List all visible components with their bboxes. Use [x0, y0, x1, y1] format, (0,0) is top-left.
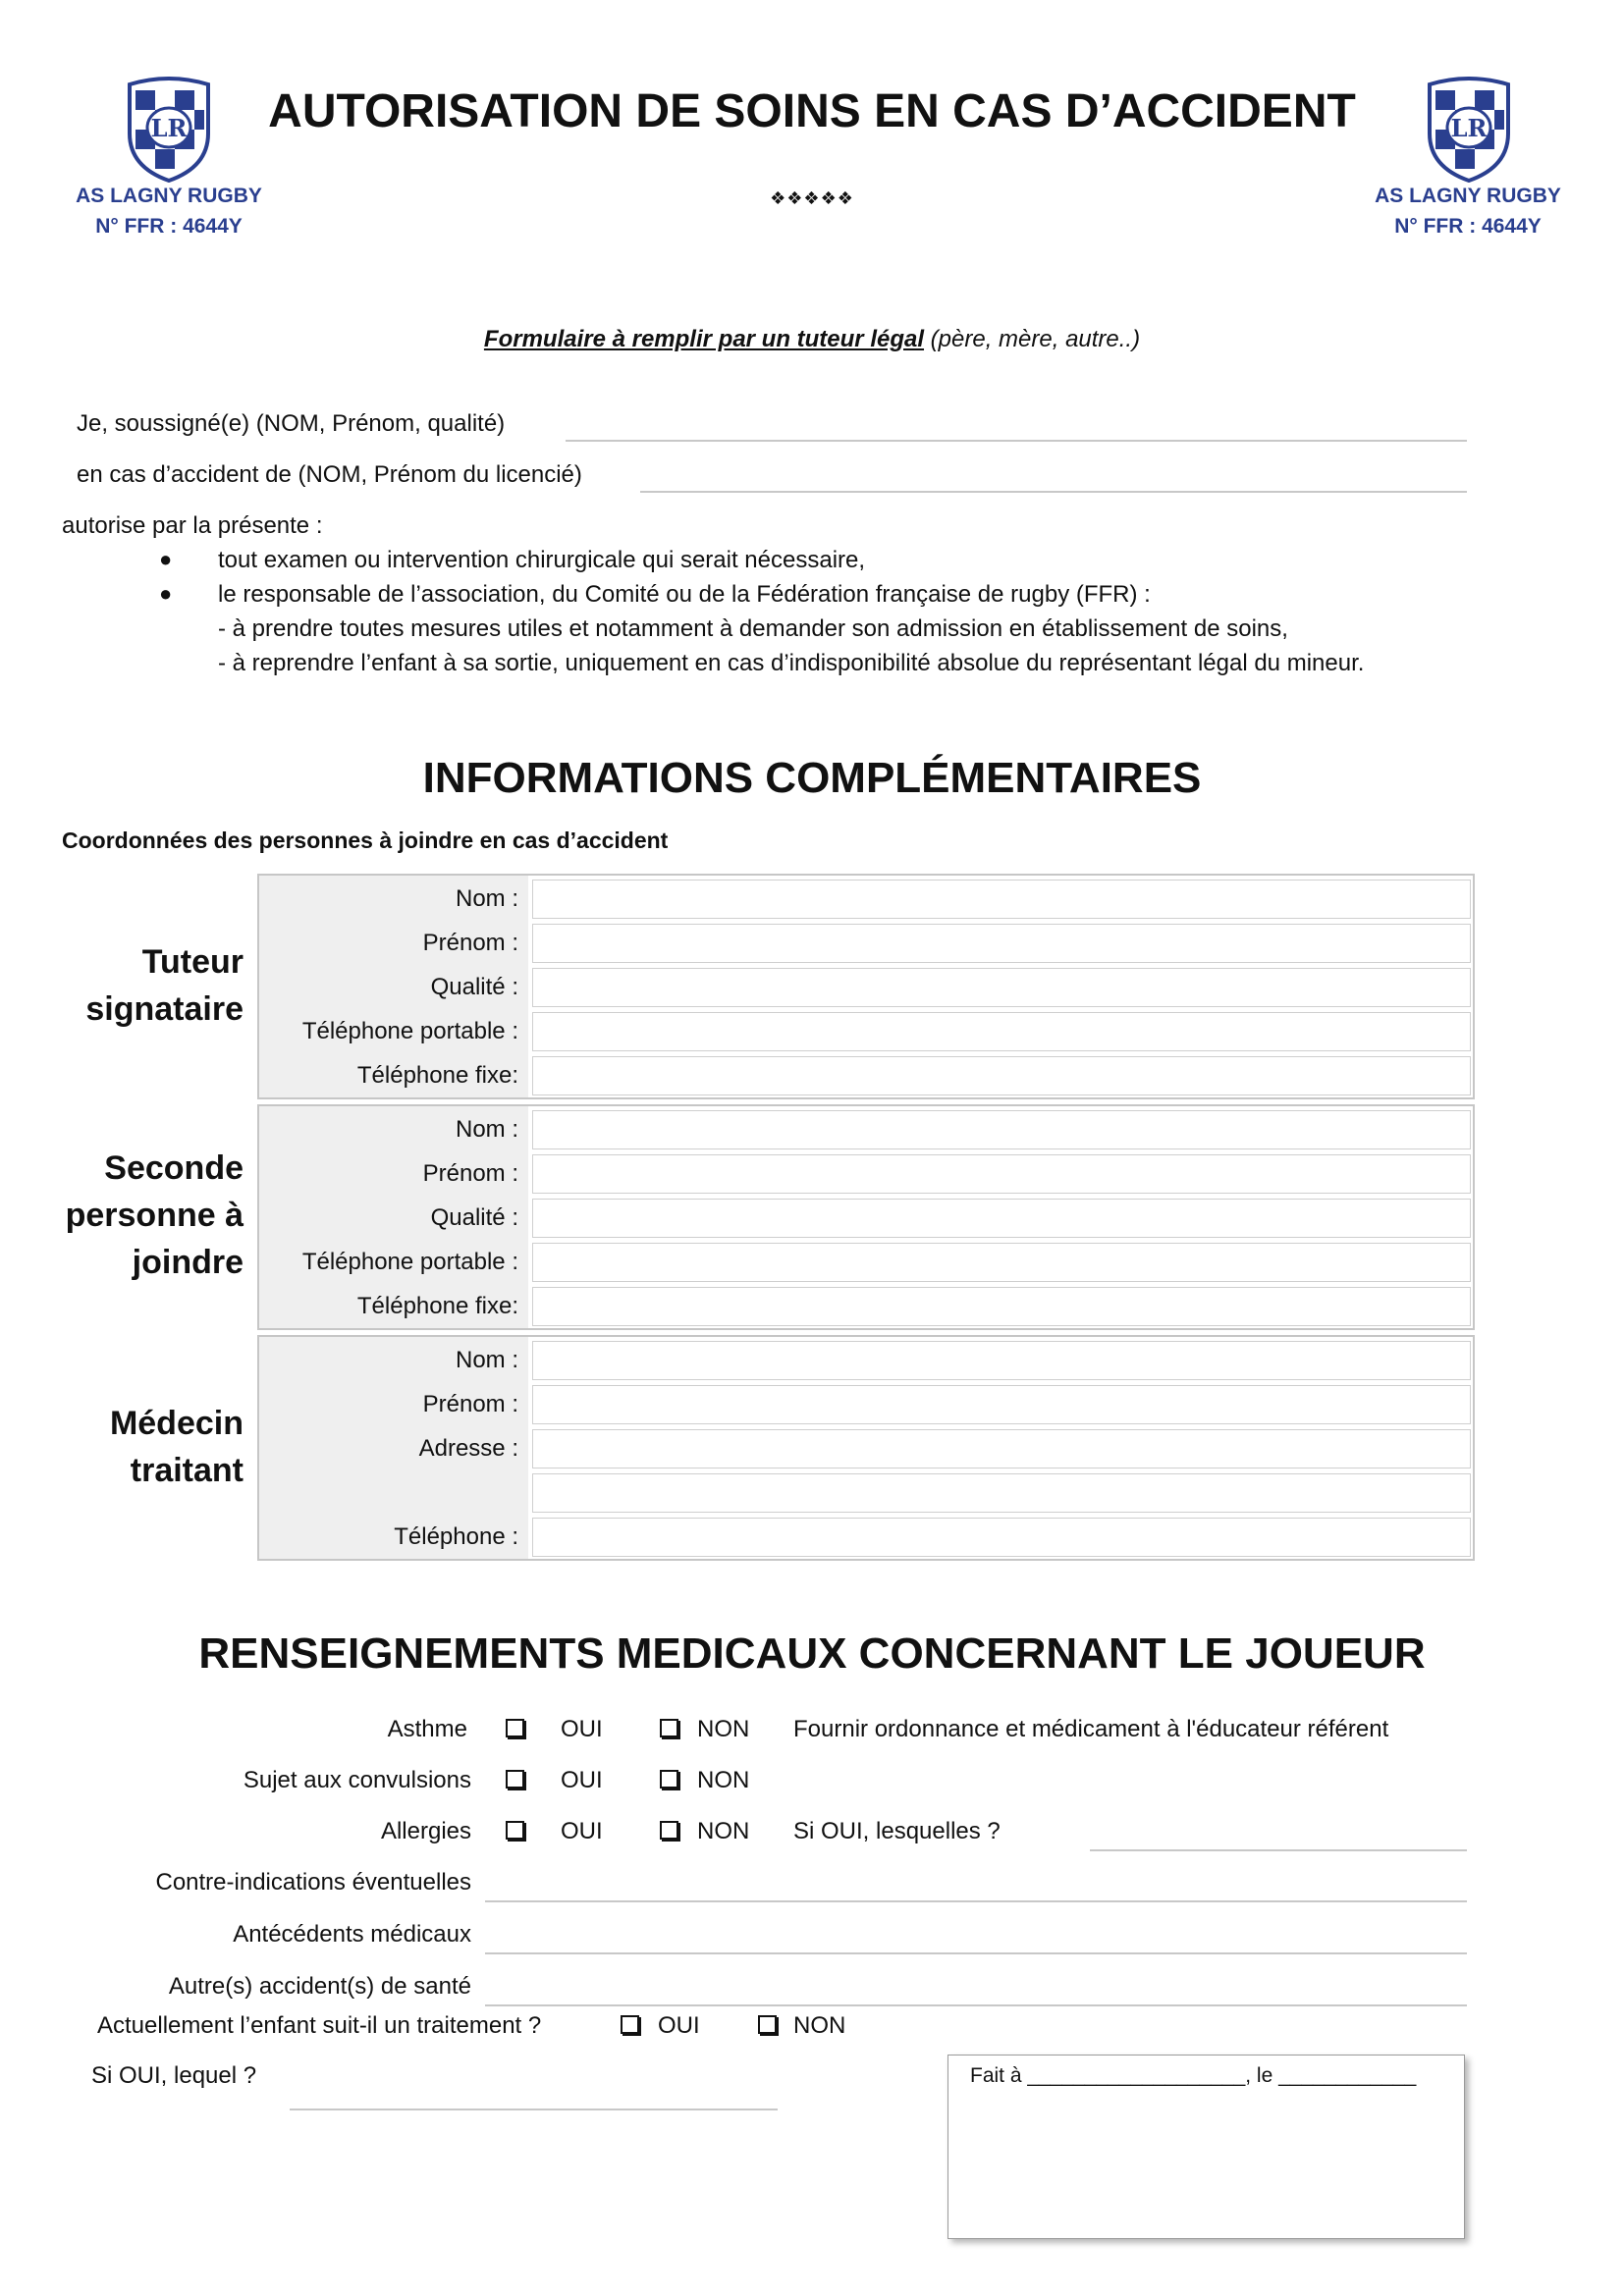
bullet-item: le responsable de l’association, du Comité ou de la Fédération française de rugby (FFR) :	[218, 581, 1151, 608]
allergies-label: Allergies	[380, 1818, 471, 1844]
medical-history-label: Antécédents médicaux	[233, 1921, 471, 1948]
doctor-nom-field[interactable]	[532, 1341, 1471, 1380]
yes-label: OUI	[658, 2012, 700, 2039]
doctor-phone-field[interactable]	[532, 1518, 1471, 1557]
field-label	[259, 1470, 518, 1515]
asthma-label: Asthme	[387, 1716, 467, 1742]
allergies-no-checkbox[interactable]	[660, 1821, 678, 1840]
allergies-yes-checkbox[interactable]	[506, 1821, 524, 1840]
asthma-note: Fournir ordonnance et médicament à l'éducateur référent	[793, 1716, 1389, 1742]
field-label: Prénom :	[422, 930, 518, 956]
signature-box[interactable]	[947, 2055, 1465, 2239]
second-landline-field[interactable]	[532, 1287, 1471, 1326]
field-label: Qualité :	[430, 1204, 518, 1231]
doctor-address-field[interactable]	[532, 1429, 1471, 1468]
contact-group-doctor	[257, 1335, 1475, 1561]
crest-letters: LR	[150, 114, 188, 142]
field-label: Nom :	[455, 1116, 518, 1143]
contraindications-label: Contre-indications éventuelles	[155, 1869, 471, 1896]
accident-label: en cas d’accident de (NOM, Prénom du licencié)	[77, 461, 582, 488]
info-subtitle: Coordonnées des personnes à joindre en cas d’accident	[62, 828, 669, 853]
asthma-no-checkbox[interactable]	[660, 1719, 678, 1737]
form-note-rest: (père, mère, autre..)	[924, 326, 1141, 352]
doctor-address-line2-field[interactable]	[532, 1473, 1471, 1513]
other-accidents-label: Autre(s) accident(s) de santé	[168, 1973, 471, 2000]
form-note	[0, 326, 1624, 353]
second-prenom-field[interactable]	[532, 1154, 1471, 1194]
treatment-question: Actuellement l’enfant suit-il un traitement ?	[97, 2012, 542, 2039]
treatment-yes-checkbox[interactable]	[621, 2015, 639, 2034]
allergies-detail-field[interactable]	[1090, 1849, 1467, 1851]
treatment-detail-field[interactable]	[290, 2109, 778, 2110]
field-label: Prénom :	[422, 1160, 518, 1187]
field-label: Adresse :	[418, 1435, 518, 1462]
group-label-doctor: Médecin traitant	[109, 1405, 244, 1489]
no-label: NON	[793, 2012, 846, 2039]
info-section-title: INFORMATIONS COMPLÉMENTAIRES	[422, 754, 1202, 802]
club-name-left: AS LAGNY RUGBY	[76, 185, 262, 207]
contact-group-second-person	[257, 1104, 1475, 1330]
treatment-no-checkbox[interactable]	[758, 2015, 777, 2034]
field-label: Téléphone portable :	[301, 1018, 518, 1044]
medical-history-field[interactable]	[485, 1952, 1467, 1954]
sub-item: - à prendre toutes mesures utiles et notamment à demander son admission en établissement de soins,	[218, 615, 1288, 642]
medical-section-title: RENSEIGNEMENTS MEDICAUX CONCERNANT LE JOUEUR	[198, 1629, 1426, 1678]
bullet-dot: ●	[159, 581, 173, 606]
form-note-bold: Formulaire à remplir par un tuteur légal	[483, 326, 925, 352]
ornament-divider: ❖❖❖❖❖	[770, 188, 854, 208]
field-label: Nom :	[455, 885, 518, 912]
field-label: Qualité :	[430, 974, 518, 1000]
second-nom-field[interactable]	[532, 1110, 1471, 1149]
ffr-number-right: N° FFR : 4644Y	[1394, 215, 1542, 238]
document-title: AUTORISATION DE SOINS EN CAS D’ACCIDENT	[268, 85, 1356, 137]
authorise-text: autorise par la présente :	[62, 512, 323, 539]
yes-label: OUI	[561, 1818, 603, 1844]
club-name-right: AS LAGNY RUGBY	[1375, 185, 1561, 207]
tutor-qualite-field[interactable]	[532, 968, 1471, 1007]
second-qualite-field[interactable]	[532, 1199, 1471, 1238]
group-label-tutor: Tuteur signataire	[85, 943, 244, 1028]
tutor-nom-field[interactable]	[532, 880, 1471, 919]
no-label: NON	[697, 1818, 750, 1844]
convulsions-no-checkbox[interactable]	[660, 1770, 678, 1789]
field-label: Téléphone :	[394, 1523, 518, 1550]
contact-group-tutor	[257, 874, 1475, 1099]
signer-field[interactable]	[566, 440, 1467, 442]
field-label: Téléphone fixe:	[356, 1062, 518, 1089]
treatment-which-label: Si OUI, lequel ?	[91, 2062, 257, 2089]
allergies-note: Si OUI, lesquelles ?	[793, 1818, 1001, 1844]
signature-place-date: Fait à ___________________, le ____________	[970, 2064, 1417, 2087]
asthma-yes-checkbox[interactable]	[506, 1719, 524, 1737]
signer-label: Je, soussigné(e) (NOM, Prénom, qualité)	[77, 410, 506, 437]
yes-label: OUI	[561, 1767, 603, 1793]
no-label: NON	[697, 1716, 750, 1742]
convulsions-yes-checkbox[interactable]	[506, 1770, 524, 1789]
field-label: Téléphone portable :	[301, 1249, 518, 1275]
second-mobile-field[interactable]	[532, 1243, 1471, 1282]
field-label: Nom :	[455, 1347, 518, 1373]
tutor-prenom-field[interactable]	[532, 924, 1471, 963]
sub-item: - à reprendre l’enfant à sa sortie, uniquement en cas d’indisponibilité absolue du représentant légal du mineur.	[218, 650, 1365, 676]
doctor-prenom-field[interactable]	[532, 1385, 1471, 1424]
tutor-landline-field[interactable]	[532, 1056, 1471, 1095]
licensee-field[interactable]	[640, 491, 1467, 493]
crest-letters: LR	[1450, 114, 1488, 142]
contraindications-field[interactable]	[485, 1900, 1467, 1902]
group-label-second-person: Seconde personne à joindre	[65, 1149, 244, 1281]
other-accidents-field[interactable]	[485, 2004, 1467, 2006]
field-label: Prénom :	[422, 1391, 518, 1417]
convulsions-label: Sujet aux convulsions	[243, 1767, 471, 1793]
no-label: NON	[697, 1767, 750, 1793]
ffr-number-left: N° FFR : 4644Y	[95, 215, 243, 238]
bullet-dot: ●	[159, 547, 173, 571]
bullet-item: tout examen ou intervention chirurgicale qui serait nécessaire,	[218, 547, 866, 573]
tutor-mobile-field[interactable]	[532, 1012, 1471, 1051]
yes-label: OUI	[561, 1716, 603, 1742]
field-label: Téléphone fixe:	[356, 1293, 518, 1319]
